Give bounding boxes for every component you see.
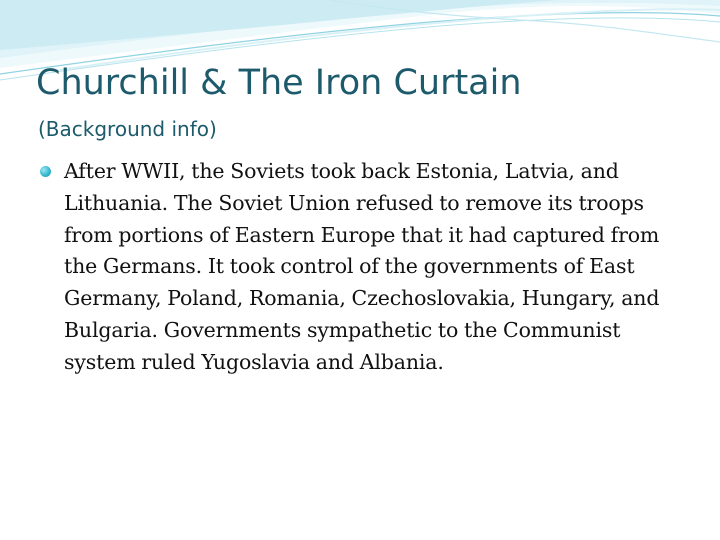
- slide-subtitle: (Background info): [38, 117, 217, 141]
- round-bullet-icon: [40, 166, 51, 177]
- bullet-list: [38, 156, 688, 379]
- bullet-text: After WWII, the Soviets took back Estonia, Latvia, and Lithuania. The Soviet Union refused to remove its troops from portions of Eastern Europe that it had captured from the Germans. It took control of the governments of East Germany, Poland, Romania, Czechoslovakia, Hungary, and Bulgaria. Governments sympathetic to the Communist system ruled Yugoslavia and Albania.: [64, 159, 660, 374]
- slide-title: Churchill & The Iron Curtain: [36, 63, 522, 103]
- bullet-item: [38, 156, 688, 379]
